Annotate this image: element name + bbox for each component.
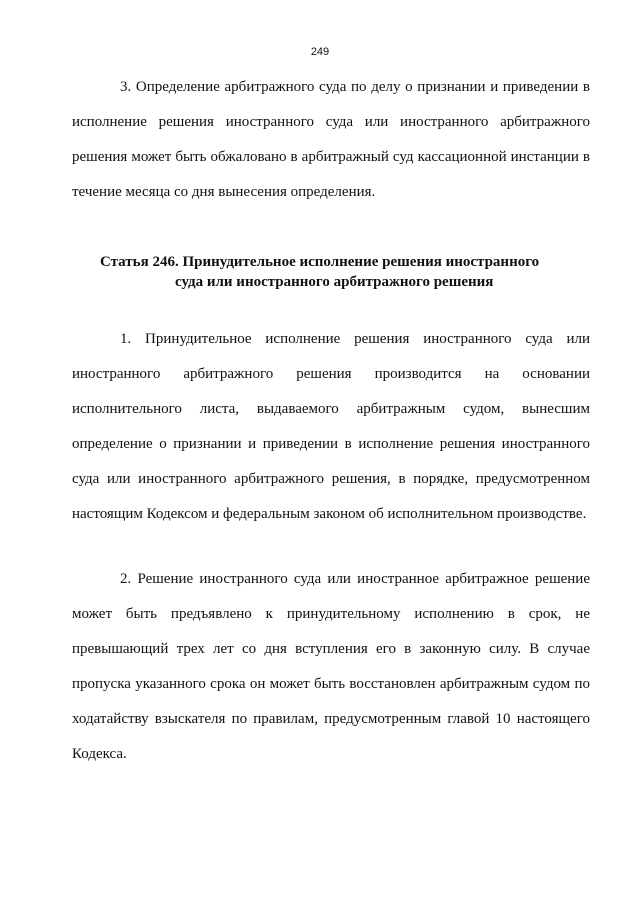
article-paragraph-2: 2. Решение иностранного суда или иностранное арбитражное решение может быть предъявлено к принудительному исполнению в срок, не превышающий трех лет со дня вступления его в законную силу. В случае пропуска указанного срока он может быть восстановлен арбитражным судом по ходатайству взыскателя по правилам, предусмотренным главой 10 настоящего Кодекса.: [72, 571, 590, 762]
article-title-line-2: суда или иностранного арбитражного решения: [175, 274, 494, 290]
article-paragraph-1: 1. Принудительное исполнение решения иностранного суда или иностранного арбитражного решения производится на основании исполнительного листа, выдаваемого арбитражным судом, вынесшим определение о признании и приведении в исполнение решения иностранного суда или иностранного арбитражного решения, в порядке, предусмотренном настоящим Кодексом и федеральным законом об исполнительном производстве.: [72, 331, 590, 522]
article-heading: [100, 252, 600, 292]
paragraph-3: 3. Определение арбитражного суда по делу о признании и приведении в исполнение решения иностранного суда или иностранного арбитражного решения может быть обжаловано в арбитражный суд кассационной инстанции в течение месяца со дня вынесения определения.: [72, 79, 590, 200]
article-prefix: Статья 246.: [100, 254, 179, 270]
page-number: 249: [310, 46, 330, 58]
article-title-line-1: Принудительное исполнение решения иностранного: [182, 254, 540, 270]
